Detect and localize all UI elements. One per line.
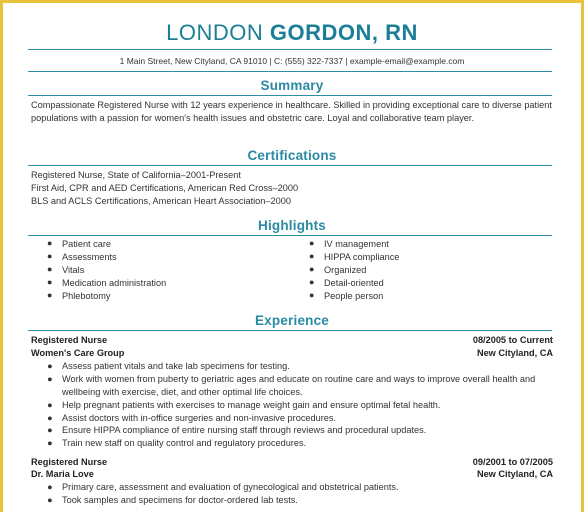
bullet-icon: ● <box>47 374 53 384</box>
highlights-heading: Highlights <box>258 218 326 233</box>
contact-line: 1 Main Street, New Cityland, CA 91010 | C: (555) 322-7337 | example-email@example.com <box>119 56 465 66</box>
bullet-icon: ● <box>309 264 315 274</box>
highlight-item: ● IV management <box>309 238 389 249</box>
bullet-icon: ● <box>47 495 53 505</box>
summary-heading: Summary <box>260 78 324 93</box>
highlight-item: ● HIPPA compliance <box>309 251 400 262</box>
certifications-heading: Certifications <box>247 148 337 163</box>
job-location: New Cityland, CA <box>476 469 553 479</box>
bullet-icon: ● <box>47 264 53 274</box>
summary-rule <box>28 95 552 96</box>
bullet-icon: ● <box>309 251 315 261</box>
job-employer: Women's Care Group <box>31 348 125 358</box>
experience-heading: Experience <box>254 313 330 328</box>
job-location: New Cityland, CA <box>476 348 553 358</box>
bullet-icon: ● <box>309 277 315 287</box>
candidate-name <box>0 20 584 46</box>
bullet-icon: ● <box>47 438 53 448</box>
job-bullet: ● Ensure HIPPA compliance of entire nursing staff through reviews and procedural updates. <box>47 425 427 435</box>
bullet-icon: ● <box>47 425 53 435</box>
bullet-icon: ● <box>47 361 53 371</box>
job-bullet: ● Took samples and specimens for doctor-ordered lab tests. <box>47 495 298 505</box>
experience-rule <box>28 330 552 331</box>
bullet-icon: ● <box>47 413 53 423</box>
job-title: Registered Nurse <box>31 457 108 467</box>
last-name: GORDON, RN <box>269 20 418 45</box>
job-bullet: ● Help pregnant patients with exercises to manage weight gain and ensure optimal fetal health. <box>47 400 441 410</box>
job-title: Registered Nurse <box>31 335 108 345</box>
bullet-icon: ● <box>47 400 53 410</box>
certification-item: Registered Nurse, State of California–2001-Present <box>31 170 241 180</box>
job-bullet: ● Work with women from puberty to geriatric ages and educate on routine care and ways to improve overall health and wellbeing with exercise, diet, and other optimal life choices. <box>47 374 536 397</box>
highlight-item: ● Assessments <box>47 251 117 262</box>
highlight-item: ● Organized <box>309 264 367 275</box>
job-bullet: ● Train new staff on quality control and regulatory procedures. <box>47 438 307 448</box>
job-dates: 08/2005 to Current <box>472 335 553 345</box>
certification-item: BLS and ACLS Certifications, American Heart Association–2000 <box>31 196 291 206</box>
highlight-item: ● Medication administration <box>47 277 167 288</box>
highlight-item: ● Phlebotomy <box>47 290 111 301</box>
job-dates: 09/2001 to 07/2005 <box>472 457 553 467</box>
job-bullet: ● Primary care, assessment and evaluation of gynecological and obstetrical patients. <box>47 482 399 492</box>
bullet-icon: ● <box>47 290 53 300</box>
bullet-icon: ● <box>47 482 53 492</box>
highlight-item: ● Detail-oriented <box>309 277 384 288</box>
job-employer: Dr. Maria Love <box>31 469 94 479</box>
highlights-rule <box>28 235 552 236</box>
bullet-icon: ● <box>47 238 53 248</box>
first-name: LONDON <box>166 20 264 45</box>
highlight-item: ● People person <box>309 290 384 301</box>
certification-item: First Aid, CPR and AED Certifications, American Red Cross–2000 <box>31 183 299 193</box>
bullet-icon: ● <box>309 238 315 248</box>
job-bullet: ● Assess patient vitals and take lab specimens for testing. <box>47 361 290 371</box>
bullet-icon: ● <box>309 290 315 300</box>
bullet-icon: ● <box>47 277 53 287</box>
highlight-item: ● Vitals <box>47 264 85 275</box>
certifications-rule <box>28 165 552 166</box>
job-bullet: ● Assist doctors with in-office surgeries and non-invasive procedures. <box>47 413 337 423</box>
summary-text: Compassionate Registered Nurse with 12 years experience in healthcare. Skilled in providing exceptional care to diverse patient populations with a passion for women's health issues and obstetric care. Loyal and collaborative team player. <box>31 100 552 123</box>
header-rule-bottom <box>28 71 552 72</box>
highlight-item: ● Patient care <box>47 238 112 249</box>
bullet-icon: ● <box>47 251 53 261</box>
header-rule-top <box>28 49 552 50</box>
